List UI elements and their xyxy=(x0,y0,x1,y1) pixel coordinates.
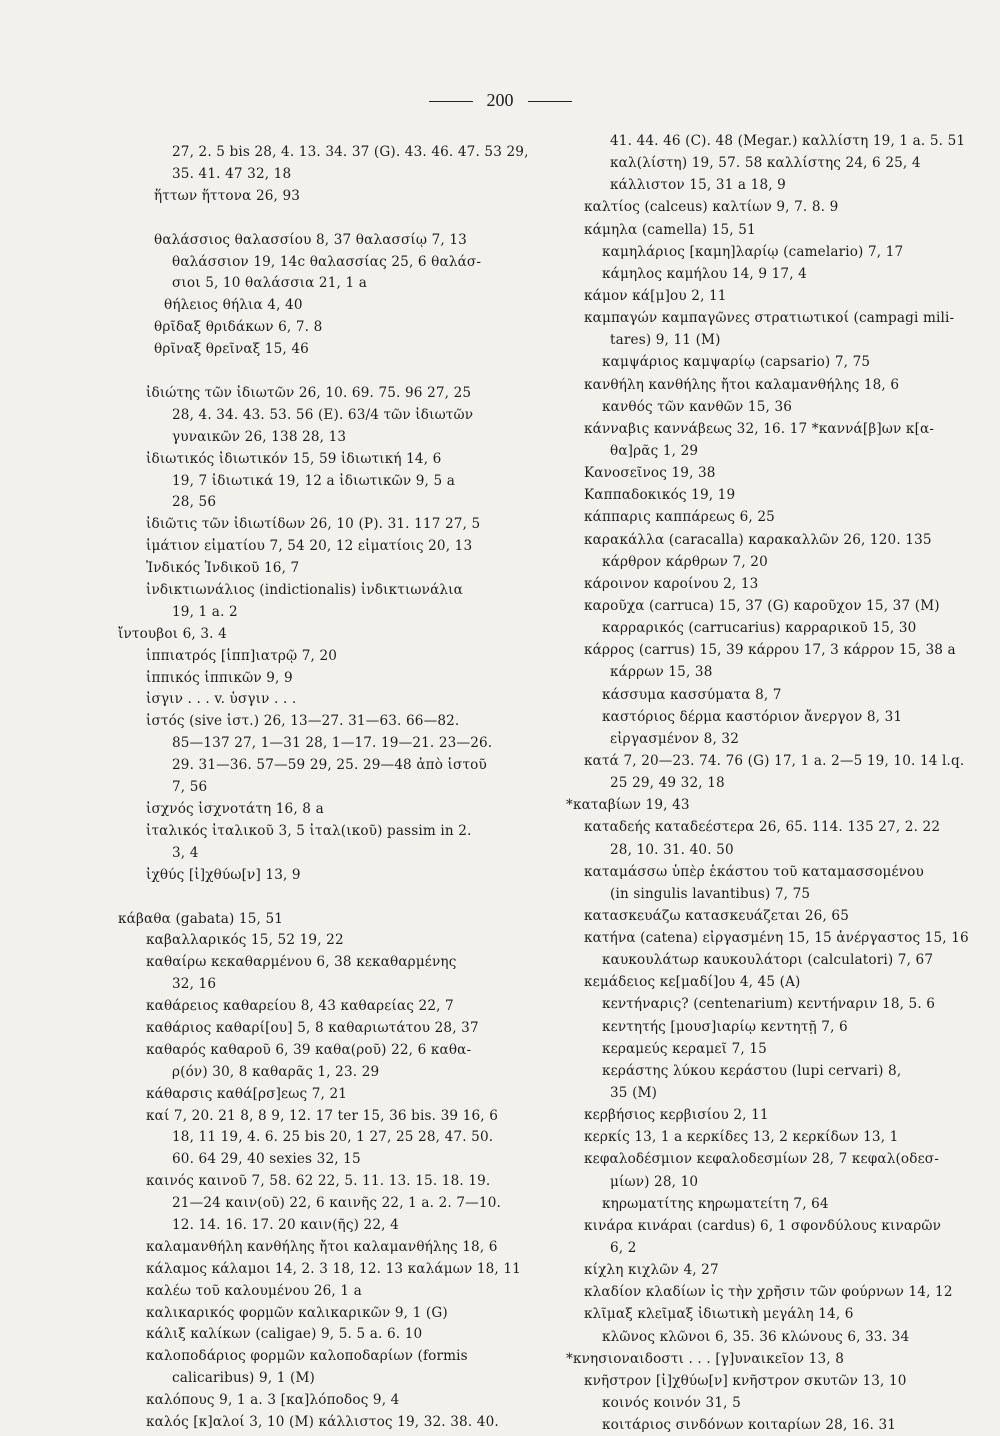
index-line: καθαίρω κεκαθαρμένου 6, 38 κεκαθαρμένης xyxy=(146,954,457,971)
index-line: κλῶνος κλῶνοι 6, 35. 36 κλώνους 6, 33. 34 xyxy=(602,1328,910,1345)
index-line: καλοποδάριος φορμῶν καλοποδαρίων (formis xyxy=(146,1348,468,1365)
index-line: 28, 10. 31. 40. 50 xyxy=(610,841,734,858)
index-line: καμηλάριος [καμη]λαρίῳ (camelario) 7, 17 xyxy=(602,243,904,260)
index-line: θήλειος θήλια 4, 40 xyxy=(164,297,303,314)
index-line: κεντητής [μουσ]ιαρίῳ κεντητῇ 7, 6 xyxy=(602,1018,848,1035)
index-line: 60. 64 29, 40 sexies 32, 15 xyxy=(172,1151,361,1168)
index-line: 25 29, 49 32, 18 xyxy=(610,775,725,792)
index-line: εἰργασμένον 8, 32 xyxy=(610,730,739,747)
index-line: κάλαμος κάλαμοι 14, 2. 3 18, 12. 13 καλάμων 18, 11 xyxy=(146,1260,521,1277)
index-line: καυκουλάτωρ καυκουλάτορι (calculatori) 7, 67 xyxy=(602,952,934,969)
index-line xyxy=(118,887,490,909)
index-line: ἰχθύς [ἰ]χθύω[ν] 13, 9 xyxy=(146,866,301,883)
index-line: ἰσχνός ἰσχνοτάτη 16, 8 a xyxy=(146,800,324,817)
index-line: 28, 56 xyxy=(172,494,217,511)
index-line: καλός [κ]αλοί 3, 10 (M) κάλλιστος 19, 32. 38. 40. xyxy=(146,1413,499,1430)
index-line: καθαρός καθαροῦ 6, 39 καθα(ροῦ) 22, 6 καθα- xyxy=(146,1041,472,1058)
index-line: σιοι 5, 10 θαλάσσια 21, 1 a xyxy=(172,275,367,292)
index-line: 32, 16 xyxy=(172,976,217,993)
index-line: ἰδιῶτις τῶν ἰδιωτίδων 26, 10 (P). 31. 117 27, 5 xyxy=(146,516,481,533)
index-line: ἰνδικτιωνάλιος (indictionalis) ἰνδικτιωνάλια xyxy=(146,582,463,599)
index-line: ἰδιώτης τῶν ἰδιωτῶν 26, 10. 69. 75. 96 27, 25 xyxy=(146,385,472,402)
index-line: κερβήσιος κερβισίου 2, 11 xyxy=(584,1107,769,1124)
index-line: ρ(όν) 30, 8 καθαρᾶς 1, 23. 29 xyxy=(172,1063,380,1080)
index-line: 12. 14. 16. 17. 20 καιν(ῆς) 22, 4 xyxy=(172,1216,399,1233)
index-line: καταδεής καταδεέστερα 26, 65. 114. 135 27, 2. 22 xyxy=(584,819,941,836)
index-line: καστόριος δέρμα καστόριον ἄνεργον 8, 31 xyxy=(602,708,903,725)
index-line: καθάριος καθαρί[ου] 5, 8 καθαριωτάτου 28, 37 xyxy=(146,1019,479,1036)
index-line: 18, 11 19, 4. 6. 25 bis 20, 1 27, 25 28, 47. 50. xyxy=(172,1129,494,1146)
index-line: κεραμεύς κεραμεῖ 7, 15 xyxy=(602,1040,767,1057)
index-line: καλ(λίστη) 19, 57. 58 καλλίστης 24, 6 25, 4 xyxy=(610,155,921,172)
index-line: θρῖδαξ θριδάκων 6, 7. 8 xyxy=(154,319,323,336)
index-line: καμψάριος καμψαρίῳ (capsario) 7, 75 xyxy=(602,354,871,371)
index-line: κερκίς 13, 1 a κερκίδες 13, 2 κερκίδων 13, 1 xyxy=(584,1129,899,1146)
index-line: καροῦχα (carruca) 15, 37 (G) καροῦχον 15, 37 (M) xyxy=(584,597,940,614)
index-line: κατήνα (catena) εἰργασμένη 15, 15 ἀνέργαστος 15, 16 xyxy=(584,930,969,947)
index-line: 85—137 27, 1—31 28, 1—17. 19—21. 23—26. xyxy=(172,735,493,752)
index-line: Κανοσεῖνος 19, 38 xyxy=(584,465,716,482)
index-line: καρραρικός (carrucarius) καρραρικοῦ 15, 30 xyxy=(602,620,917,637)
index-line: κατά 7, 20—23. 74. 76 (G) 17, 1 a. 2—5 19, 10. 14 l.q. xyxy=(584,752,965,769)
index-line: καλαμανθήλη κανθήλης ἤτοι καλαμανθήλης 18, 6 xyxy=(146,1238,498,1255)
index-line: Καππαδοκικός 19, 19 xyxy=(584,487,736,504)
index-line: κλαδίον κλαδίων ἰς τὴν χρῆσιν τῶν φούρνων 14, 12 xyxy=(584,1284,953,1301)
index-line: κάνναβις καννάβεως 32, 16. 17 *καννά[β]ων κ[α- xyxy=(584,420,935,437)
index-line: θα]ρᾶς 1, 29 xyxy=(610,442,699,459)
index-line: κοιτάριος σινδόνων κοιταρίων 28, 16. 31 xyxy=(602,1417,897,1434)
index-line: κάβαθα (gabata) 15, 51 xyxy=(118,910,284,927)
index-line: ἱππιατρός [ἱππ]ιατρῷ 7, 20 xyxy=(146,647,338,664)
index-line: ἱππικός ἱππικῶν 9, 9 xyxy=(146,669,293,686)
index-line: καθάρειος καθαρείου 8, 43 καθαρείας 22, 7 xyxy=(146,998,454,1015)
page-number-rule-left xyxy=(429,101,473,102)
index-line: κεράστης λύκου κεράστου (lupi cervari) 8, xyxy=(602,1062,902,1079)
index-line: κάρρος (carrus) 15, 39 κάρρου 17, 3 κάρρον 15, 38 a xyxy=(584,642,956,659)
index-line: ἰταλικός ἰταλικοῦ 3, 5 ἰταλ(ικοῦ) passim in 2. xyxy=(146,822,472,839)
index-line: καλέω τοῦ καλουμένου 26, 1 a xyxy=(146,1282,362,1299)
index-line: θαλάσσιος θαλασσίου 8, 37 θαλασσίῳ 7, 13 xyxy=(154,231,467,248)
index-line: ἥττων ἥττονα 26, 93 xyxy=(154,187,301,204)
index-line: καταμάσσω ὑπὲρ ἑκάστου τοῦ καταμασσομένου xyxy=(584,863,924,880)
page-number xyxy=(0,90,1000,111)
index-line: 29. 31—36. 57—59 29, 25. 29—48 ἀπὸ ἱστοῦ xyxy=(172,757,487,774)
index-line: κάμηλα (camella) 15, 51 xyxy=(584,221,756,238)
index-line: 41. 44. 46 (C). 48 (Megar.) καλλίστη 19, 1 a. 5. 51 xyxy=(610,133,966,149)
index-line: κνῆστρον [ἰ]χθύω[ν] κνῆστρον σκυτῶν 13, 10 xyxy=(584,1372,907,1389)
index-line: κάροινον καροίνου 2, 13 xyxy=(584,575,759,592)
index-line: θαλάσσιον 19, 14c θαλασσίας 25, 6 θαλάσ- xyxy=(172,253,482,270)
index-line: *καταβίων 19, 43 xyxy=(566,797,690,814)
index-line: κεντήναρις? (centenarium) κεντήναριν 18, 5. 6 xyxy=(602,996,936,1013)
index-line: κάππαρις καππάρεως 6, 25 xyxy=(584,509,775,526)
index-line: ἴντουβοι 6, 3. 4 xyxy=(118,625,227,642)
index-line: 35. 41. 47 32, 18 xyxy=(172,165,292,182)
index-line: 21—24 καιν(οῦ) 22, 6 καινῆς 22, 1 a. 2. 7—10. xyxy=(172,1195,501,1212)
index-line: κανθός τῶν κανθῶν 15, 36 xyxy=(602,398,793,415)
index-line: ἰδιωτικός ἰδιωτικόν 15, 59 ἰδιωτική 14, 6 xyxy=(146,450,442,467)
index-line: καμπαγών καμπαγῶνες στρατιωτικοί (campagi mili- xyxy=(584,310,955,327)
index-line: καλτίος (calceus) καλτίων 9, 7. 8. 9 xyxy=(584,199,839,216)
index-line: κάρρων 15, 38 xyxy=(610,664,713,681)
index-line: κηρωματίτης κηρωματείτη 7, 64 xyxy=(602,1195,829,1212)
index-line: κάσσυμα κασσύματα 8, 7 xyxy=(602,686,782,703)
index-line: 7, 56 xyxy=(172,779,208,796)
index-line: μίων) 28, 10 xyxy=(610,1173,699,1190)
index-line: καί 7, 20. 21 8, 8 9, 12. 17 ter 15, 36 bis. 39 16, 6 xyxy=(146,1107,498,1124)
index-line: καινός καινοῦ 7, 58. 62 22, 5. 11. 13. 15. 18. 19. xyxy=(146,1173,491,1190)
index-line: κάλλιστον 15, 31 a 18, 9 xyxy=(610,177,786,194)
index-line: κλῖμαξ κλεῖμαξ ἰδιωτικὴ μεγάλη 14, 6 xyxy=(584,1306,854,1323)
index-line: κοινός κοινόν 31, 5 xyxy=(602,1395,741,1412)
index-line: κατασκευάζω κατασκευάζεται 26, 65 xyxy=(584,907,849,924)
index-line: καλικαρικός φορμῶν καλικαρικῶν 9, 1 (G) xyxy=(146,1304,448,1321)
index-line: καβαλλαρικός 15, 52 19, 22 xyxy=(146,932,344,949)
index-line: κάθαρσις καθά[ρσ]εως 7, 21 xyxy=(146,1085,348,1102)
index-line: κάμον κά[μ]ου 2, 11 xyxy=(584,287,727,304)
index-line: (in singulis lavantibus) 7, 75 xyxy=(610,885,811,902)
right-column xyxy=(566,130,969,1436)
index-line: κεμάδειος κε[μαδί]ου 4, 45 (A) xyxy=(584,974,801,991)
index-line: κινάρα κινάραι (cardus) 6, 1 σφονδύλους κιναρῶν xyxy=(584,1217,942,1234)
index-line xyxy=(118,361,490,383)
index-line xyxy=(118,208,490,230)
index-line: καλόπους 9, 1 a. 3 [κα]λόποδος 9, 4 xyxy=(146,1392,400,1409)
index-line: καρακάλλα (caracalla) καρακαλλῶν 26, 120. 135 xyxy=(584,531,932,548)
index-line: κάλιξ καλίκων (caligae) 9, 5. 5 a. 6. 10 xyxy=(146,1326,423,1343)
page-number-rule-right xyxy=(528,101,572,102)
index-line: 27, 2. 5 bis 28, 4. 13. 34. 37 (G). 43. 46. 47. 53 29, xyxy=(172,144,529,160)
index-line: 6, 2 xyxy=(610,1240,637,1257)
index-line: θρῖναξ θρεῖναξ 15, 46 xyxy=(154,341,309,358)
index-line: κανθήλη κανθήλης ἤτοι καλαμανθήλης 18, 6 xyxy=(584,376,900,393)
index-line: γυναικῶν 26, 138 28, 13 xyxy=(172,428,347,445)
index-line: calicaribus) 9, 1 (M) xyxy=(172,1370,315,1387)
index-line: Ἰνδικός Ἰνδικοῦ 16, 7 xyxy=(146,560,300,577)
index-line: 3, 4 xyxy=(172,844,199,861)
index-line: 35 (M) xyxy=(610,1085,658,1102)
index-line: 19, 7 ἰδιωτικά 19, 12 a ἰδιωτικῶν 9, 5 a xyxy=(172,472,455,489)
index-line: *κνησιοναιδοστι . . . [γ]υναικεῖον 13, 8 xyxy=(566,1350,845,1367)
index-line: ἱμάτιον εἱματίου 7, 54 20, 12 εἱματίοις 20, 13 xyxy=(146,538,473,555)
index-line: 28, 4. 34. 43. 53. 56 (E). 63/4 τῶν ἰδιωτῶν xyxy=(172,406,474,423)
index-line: κίχλη κιχλῶν 4, 27 xyxy=(584,1262,719,1279)
index-line: ἰσγιν . . . v. ὑσγιν . . . xyxy=(146,691,297,708)
index-line: κάμηλος καμήλου 14, 9 17, 4 xyxy=(602,265,807,282)
index-line: 19, 1 a. 2 xyxy=(172,603,238,620)
left-column xyxy=(118,142,529,1434)
page-number-text: 200 xyxy=(486,90,514,110)
index-line: tares) 9, 11 (M) xyxy=(610,332,721,349)
index-line: κεφαλοδέσμιον κεφαλοδεσμίων 28, 7 κεφαλ(οδεσ- xyxy=(584,1151,939,1168)
index-line: ἱστός (sive ἱστ.) 26, 13—27. 31—63. 66—82. xyxy=(146,713,460,730)
index-line: κάρθρον κάρθρων 7, 20 xyxy=(602,553,768,570)
